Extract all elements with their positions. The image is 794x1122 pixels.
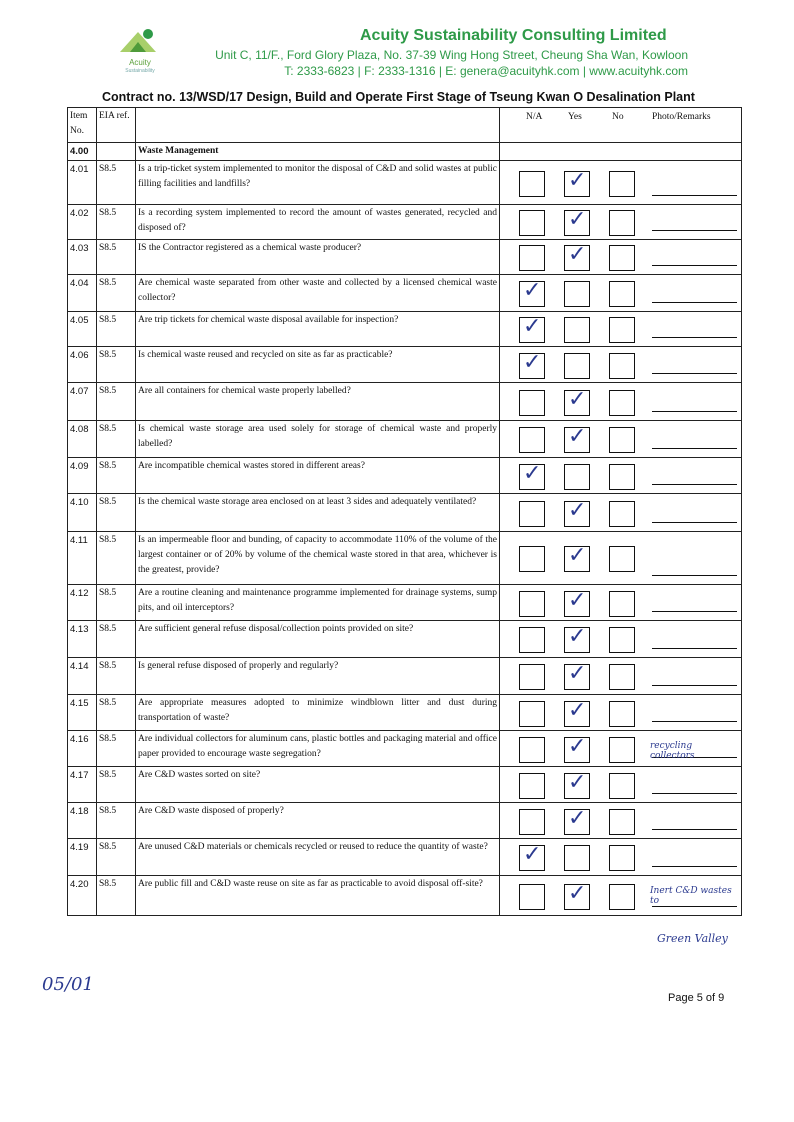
checkbox-yes[interactable]	[564, 543, 590, 572]
table-row	[68, 205, 742, 240]
checkbox-na[interactable]	[519, 171, 545, 197]
checkbox-na[interactable]	[519, 501, 545, 527]
handwritten-date: 05/01	[42, 974, 94, 995]
checkbox-no[interactable]	[609, 809, 635, 835]
table-row	[68, 275, 742, 312]
checkbox-yes[interactable]	[564, 845, 590, 871]
checkbox-yes[interactable]	[564, 386, 590, 416]
answer-cell	[500, 275, 742, 312]
section-eia	[97, 143, 136, 161]
checkbox-yes[interactable]	[564, 733, 590, 763]
eia-ref: S8.5	[97, 731, 136, 767]
contract-title: Contract no. 13/WSD/17 Design, Build and Operate First Stage of Tseung Kwan O Desalination Plant	[102, 90, 695, 104]
item-number: 4.09	[68, 458, 97, 494]
eia-ref: S8.5	[97, 347, 136, 383]
answer-cell	[500, 839, 742, 876]
item-number: 4.20	[68, 876, 97, 916]
tick-icon: ✓	[568, 733, 587, 759]
answer-cell	[500, 803, 742, 839]
checkbox-na[interactable]	[519, 842, 545, 871]
tick-icon: ✓	[568, 543, 587, 568]
checkbox-na[interactable]	[519, 773, 545, 799]
question-text: Is an impermeable floor and bunding, of capacity to accommodate 110% of the volume of the largest container or of 20% by volume of the chemical waste stored in that area, whichever is the greatest, provide?	[136, 532, 500, 585]
item-number: 4.14	[68, 658, 97, 695]
item-number: 4.19	[68, 839, 97, 876]
checkbox-no[interactable]	[609, 884, 635, 910]
header-yes: Yes	[568, 112, 582, 122]
checkbox-no[interactable]	[609, 845, 635, 871]
checkbox-yes[interactable]	[564, 769, 590, 799]
item-number: 4.04	[68, 275, 97, 312]
table-row	[68, 839, 742, 876]
item-number: 4.13	[68, 621, 97, 658]
tick-icon: ✓	[568, 242, 587, 267]
question-text: IS the Contractor registered as a chemical waste producer?	[136, 240, 500, 275]
logo-name: Acuity	[129, 58, 151, 67]
question-text: Is a trip-ticket system implemented to monitor the disposal of C&D and solid wastes at public filling facilities and landfills?	[136, 161, 500, 205]
checkbox-na[interactable]	[519, 245, 545, 271]
eia-ref: S8.5	[97, 803, 136, 839]
handwritten-remark-extra: Green Valley	[657, 932, 728, 945]
logo-leaf-icon	[108, 22, 168, 62]
checkbox-na[interactable]	[519, 349, 545, 379]
answer-cell	[500, 383, 742, 421]
remarks-line	[652, 265, 737, 266]
checkbox-na[interactable]	[519, 278, 545, 307]
table-row	[68, 421, 742, 458]
answer-cell	[500, 161, 742, 205]
eia-ref: S8.5	[97, 205, 136, 240]
checkbox-yes[interactable]	[564, 697, 590, 727]
question-text: Is general refuse disposed of properly and regularly?	[136, 658, 500, 695]
remarks-line	[652, 195, 737, 196]
tick-icon: ✓	[568, 587, 587, 613]
table-row	[68, 532, 742, 585]
item-number: 4.03	[68, 240, 97, 275]
eia-ref: S8.5	[97, 494, 136, 532]
company-name: Acuity Sustainability Consulting Limited	[360, 27, 667, 44]
header-eia-ref: EIA ref.	[97, 108, 136, 143]
header-answers	[500, 108, 742, 143]
checkbox-na[interactable]	[519, 427, 545, 453]
answer-cell	[500, 312, 742, 347]
question-text: Are all containers for chemical waste properly labelled?	[136, 383, 500, 421]
tick-icon: ✓	[523, 349, 542, 375]
tick-icon: ✓	[568, 697, 587, 723]
checkbox-no[interactable]	[609, 353, 635, 379]
tick-icon: ✓	[568, 624, 587, 649]
answer-cell	[500, 695, 742, 731]
checkbox-no[interactable]	[609, 591, 635, 617]
tick-icon: ✓	[568, 880, 587, 906]
eia-ref: S8.5	[97, 161, 136, 205]
item-number: 4.01	[68, 161, 97, 205]
checkbox-no[interactable]	[609, 701, 635, 727]
section-title: Waste Management	[136, 143, 500, 161]
item-number: 4.15	[68, 695, 97, 731]
checkbox-yes[interactable]	[564, 167, 590, 197]
item-number: 4.07	[68, 383, 97, 421]
item-number: 4.10	[68, 494, 97, 532]
question-text: Is chemical waste storage area used solely for storage of chemical waste and properly labelled?	[136, 421, 500, 458]
answer-cell	[500, 585, 742, 621]
tick-icon: ✓	[523, 278, 542, 303]
remarks-line	[652, 906, 737, 907]
checkbox-no[interactable]	[609, 464, 635, 490]
checkbox-no[interactable]	[609, 546, 635, 572]
eia-ref: S8.5	[97, 658, 136, 695]
table-row	[68, 876, 742, 916]
tick-icon: ✓	[568, 207, 587, 232]
eia-ref: S8.5	[97, 695, 136, 731]
question-text: Are trip tickets for chemical waste disposal available for inspection?	[136, 312, 500, 347]
page-number: Page 5 of 9	[668, 992, 725, 1004]
logo-sub: Sustainability	[125, 68, 155, 74]
checkbox-na[interactable]	[519, 627, 545, 653]
table-row	[68, 347, 742, 383]
eia-ref: S8.5	[97, 240, 136, 275]
question-text: Are C&D waste disposed of properly?	[136, 803, 500, 839]
question-text: Is chemical waste reused and recycled on site as far as practicable?	[136, 347, 500, 383]
answer-cell	[500, 658, 742, 695]
tick-icon: ✓	[568, 769, 587, 795]
question-text: Are sufficient general refuse disposal/collection points provided on site?	[136, 621, 500, 658]
remarks-line	[652, 411, 737, 412]
checkbox-yes[interactable]	[564, 464, 590, 490]
remarks-line	[652, 829, 737, 830]
remarks-line	[652, 648, 737, 649]
checkbox-yes[interactable]	[564, 353, 590, 379]
checkbox-yes[interactable]	[564, 880, 590, 910]
answer-cell	[500, 731, 742, 767]
tick-icon: ✓	[568, 424, 587, 449]
table-row	[68, 767, 742, 803]
answer-cell	[500, 421, 742, 458]
answer-cell	[500, 532, 742, 585]
tick-icon: ✓	[568, 805, 587, 831]
table-row	[68, 803, 742, 839]
checkbox-na[interactable]	[519, 884, 545, 910]
remarks-line	[652, 373, 737, 374]
checkbox-no[interactable]	[609, 390, 635, 416]
remarks-line	[652, 302, 737, 303]
question-text: Is the chemical waste storage area enclosed on at least 3 sides and adequately ventilated?	[136, 494, 500, 532]
handwritten-remark: recycling collectors	[650, 741, 695, 761]
checklist-table	[67, 107, 742, 916]
answer-cell	[500, 494, 742, 532]
answer-cell	[500, 240, 742, 275]
checkbox-no[interactable]	[609, 427, 635, 453]
section-number: 4.00	[68, 143, 97, 161]
table-row	[68, 695, 742, 731]
checkbox-yes[interactable]	[564, 207, 590, 236]
checkbox-yes[interactable]	[564, 242, 590, 271]
question-text: Is a recording system implemented to record the amount of wastes generated, recycled and disposed of?	[136, 205, 500, 240]
header-remarks: Photo/Remarks	[652, 112, 711, 122]
checkbox-no[interactable]	[609, 501, 635, 527]
table-row	[68, 383, 742, 421]
eia-ref: S8.5	[97, 421, 136, 458]
question-text: Are C&D wastes sorted on site?	[136, 767, 500, 803]
checkbox-na[interactable]	[519, 460, 545, 490]
table-row	[68, 240, 742, 275]
eia-ref: S8.5	[97, 275, 136, 312]
table-header-row	[68, 108, 742, 143]
question-text: Are unused C&D materials or chemicals recycled or reused to reduce the quantity of waste?	[136, 839, 500, 876]
tick-icon: ✓	[568, 386, 587, 412]
eia-ref: S8.5	[97, 767, 136, 803]
question-text: Are public fill and C&D waste reuse on site as far as practicable to avoid disposal off-site?	[136, 876, 500, 916]
header-na: N/A	[526, 112, 543, 122]
tick-icon: ✓	[568, 167, 587, 193]
remarks-line	[652, 685, 737, 686]
tick-icon: ✓	[523, 842, 542, 867]
checkbox-yes[interactable]	[564, 587, 590, 617]
item-number: 4.16	[68, 731, 97, 767]
header-question	[136, 108, 500, 143]
checkbox-no[interactable]	[609, 245, 635, 271]
section-answers	[500, 143, 742, 161]
remarks-line	[652, 522, 737, 523]
answer-cell	[500, 205, 742, 240]
item-number: 4.05	[68, 312, 97, 347]
question-text: Are appropriate measures adopted to minimize windblown litter and dust during transportation of waste?	[136, 695, 500, 731]
table-row	[68, 161, 742, 205]
table-row	[68, 458, 742, 494]
checkbox-yes[interactable]	[564, 317, 590, 343]
checkbox-no[interactable]	[609, 627, 635, 653]
checkbox-no[interactable]	[609, 171, 635, 197]
answer-cell	[500, 621, 742, 658]
tick-icon: ✓	[568, 661, 587, 686]
checkbox-no[interactable]	[609, 773, 635, 799]
remarks-line	[652, 793, 737, 794]
answer-cell	[500, 458, 742, 494]
table-row	[68, 312, 742, 347]
eia-ref: S8.5	[97, 532, 136, 585]
header-item-no: Item No.	[68, 108, 97, 143]
eia-ref: S8.5	[97, 585, 136, 621]
eia-ref: S8.5	[97, 876, 136, 916]
checkbox-no[interactable]	[609, 737, 635, 763]
checkbox-na[interactable]	[519, 809, 545, 835]
item-number: 4.06	[68, 347, 97, 383]
table-row	[68, 494, 742, 532]
eia-ref: S8.5	[97, 839, 136, 876]
eia-ref: S8.5	[97, 621, 136, 658]
checkbox-no[interactable]	[609, 317, 635, 343]
question-text: Are chemical waste separated from other waste and collected by a licensed chemical waste collector?	[136, 275, 500, 312]
answer-cell	[500, 767, 742, 803]
tick-icon: ✓	[523, 460, 542, 486]
question-text: Are individual collectors for aluminum cans, plastic bottles and packaging material and office paper provided to encourage waste segregation?	[136, 731, 500, 767]
remarks-line	[652, 866, 737, 867]
item-number: 4.12	[68, 585, 97, 621]
remarks-line	[652, 337, 737, 338]
checkbox-na[interactable]	[519, 546, 545, 572]
checkbox-yes[interactable]	[564, 805, 590, 835]
checkbox-yes[interactable]	[564, 624, 590, 653]
remarks-line	[652, 575, 737, 576]
tick-icon: ✓	[568, 497, 587, 523]
checkbox-no[interactable]	[609, 210, 635, 236]
checkbox-na[interactable]	[519, 737, 545, 763]
item-number: 4.11	[68, 532, 97, 585]
table-row	[68, 585, 742, 621]
answer-cell	[500, 347, 742, 383]
section-row	[68, 143, 742, 161]
logo-text	[112, 58, 168, 76]
checkbox-na[interactable]	[519, 210, 545, 236]
item-number: 4.17	[68, 767, 97, 803]
remarks-line	[652, 721, 737, 722]
company-address: Unit C, 11/F., Ford Glory Plaza, No. 37-39 Wing Hong Street, Cheung Sha Wan, Kowloon	[215, 48, 688, 62]
table-row	[68, 658, 742, 695]
checkbox-na[interactable]	[519, 701, 545, 727]
checkbox-no[interactable]	[609, 664, 635, 690]
checkbox-yes[interactable]	[564, 661, 590, 690]
checkbox-yes[interactable]	[564, 281, 590, 307]
checkbox-na[interactable]	[519, 591, 545, 617]
remarks-line	[652, 230, 737, 231]
table-row	[68, 621, 742, 658]
checkbox-na[interactable]	[519, 390, 545, 416]
item-number: 4.08	[68, 421, 97, 458]
handwritten-remark: Inert C&D wastes to	[650, 886, 732, 906]
header-no: No	[612, 112, 624, 122]
answer-cell	[500, 876, 742, 916]
item-number: 4.02	[68, 205, 97, 240]
table-row	[68, 731, 742, 767]
eia-ref: S8.5	[97, 458, 136, 494]
company-contact: T: 2333-6823 | F: 2333-1316 | E: genera@acuityhk.com | www.acuityhk.com	[284, 64, 688, 78]
item-number: 4.18	[68, 803, 97, 839]
remarks-line	[652, 611, 737, 612]
question-text: Are incompatible chemical wastes stored in different areas?	[136, 458, 500, 494]
checkbox-yes[interactable]	[564, 424, 590, 453]
question-text: Are a routine cleaning and maintenance programme implemented for drainage systems, sump pits, and oil interceptors?	[136, 585, 500, 621]
eia-ref: S8.5	[97, 383, 136, 421]
remarks-line	[652, 484, 737, 485]
checkbox-yes[interactable]	[564, 497, 590, 527]
eia-ref: S8.5	[97, 312, 136, 347]
checkbox-na[interactable]	[519, 664, 545, 690]
tick-icon: ✓	[523, 314, 542, 339]
checkbox-na[interactable]	[519, 314, 545, 343]
checkbox-no[interactable]	[609, 281, 635, 307]
remarks-line	[652, 448, 737, 449]
